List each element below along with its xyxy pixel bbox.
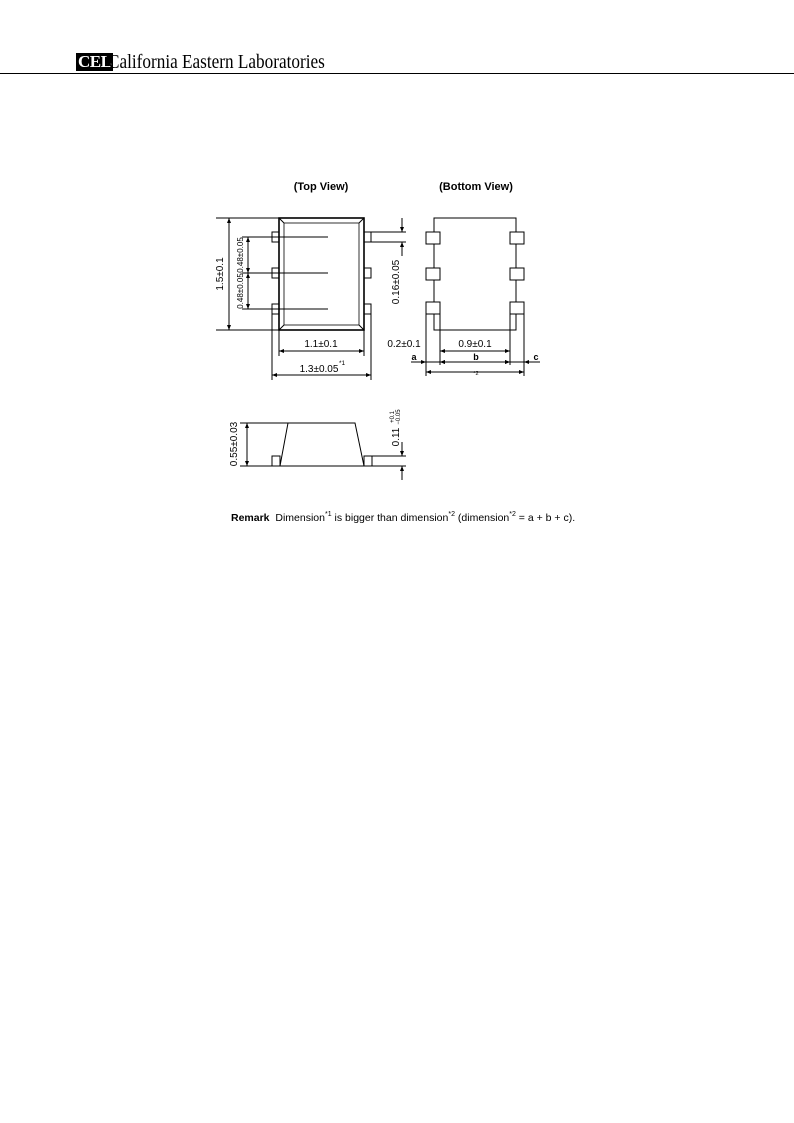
remark-text-4: = a + b + c). — [515, 512, 576, 524]
label-a: a — [411, 352, 417, 362]
dim-height: 1.5±0.1 — [215, 257, 226, 291]
company-name: California Eastern Laboratories — [108, 51, 325, 73]
dim-pitch-1: 0.48±0.05 — [236, 237, 245, 273]
dim-body-width: 1.1±0.1 — [304, 339, 338, 350]
dim-lead-length: 0.2±0.1 — [387, 339, 421, 350]
dim-thickness: 0.55±0.03 — [229, 421, 240, 467]
dim-overall-width-note: *1 — [339, 360, 346, 367]
side-view — [240, 423, 406, 480]
remark-label: Remark — [231, 512, 270, 524]
remark-note — [231, 511, 575, 524]
package-drawing — [0, 0, 794, 560]
remark-note-1: *1 — [324, 511, 332, 518]
dim-standoff-tol: +0.1−0.05 — [390, 409, 402, 425]
bottom-view-title: (Bottom View) — [439, 181, 513, 193]
dim-pitch-2: 0.48±0.05 — [236, 273, 245, 309]
top-view-title: (Top View) — [293, 181, 349, 193]
dim-standoff: 0.11 — [391, 427, 402, 447]
dim-total-note: *2 — [473, 371, 479, 377]
remark-text-1: Dimension — [275, 512, 325, 524]
dim-overall-width: 1.3±0.05 — [299, 364, 339, 375]
dim-lead-span: 0.9±0.1 — [458, 339, 492, 350]
label-b: b — [473, 352, 479, 362]
remark-text-2: is bigger than dimension — [331, 512, 449, 524]
remark-note-3: *2 — [509, 511, 516, 518]
label-c: c — [533, 352, 539, 362]
remark-note-2: *2 — [448, 511, 455, 518]
remark-text-3: (dimension — [454, 512, 510, 524]
cel-logo: CEL — [78, 52, 112, 71]
dim-lead-width: 0.16±0.05 — [391, 259, 402, 305]
